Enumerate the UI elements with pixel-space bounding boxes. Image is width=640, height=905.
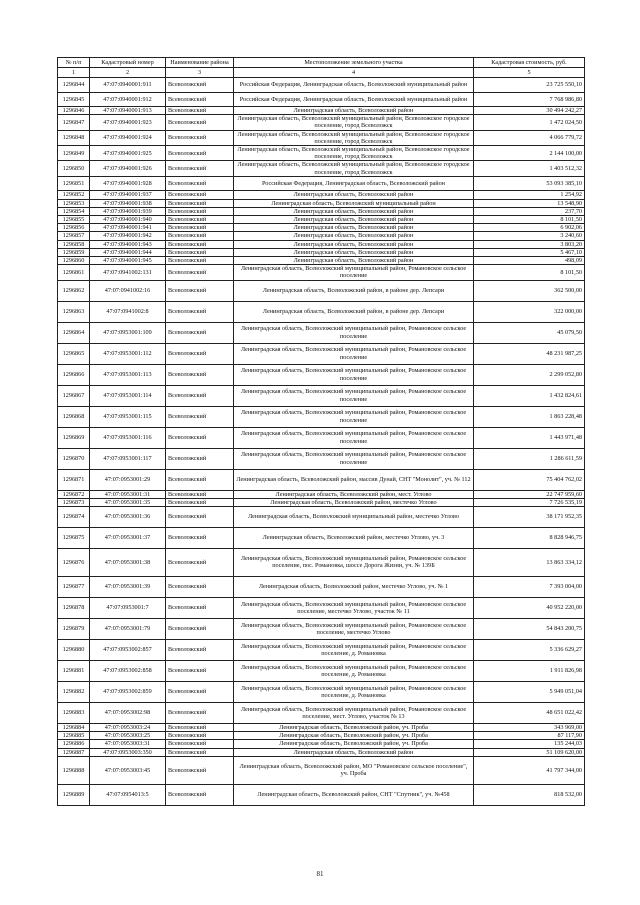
header-cadastral-value: Кадастровая стоимость, руб. [474,58,585,68]
column-number-1: 1 [58,68,90,78]
district-name: Всеволожский [166,469,234,490]
table-row [58,748,585,756]
row-number: 1296846 [58,107,90,115]
table-row [58,448,585,469]
row-number: 1296857 [58,232,90,240]
table-row [58,490,585,498]
cadastral-number: 47:07:0940001:940 [90,215,166,223]
district-name: Всеволожский [166,146,234,161]
cadastral-value: 2 144 100,00 [474,146,585,161]
table-row [58,364,585,385]
table-row [58,618,585,639]
cadastral-number: 47:07:0953001:7 [90,597,166,618]
cadastral-number: 47:07:0940001:944 [90,248,166,256]
table-row [58,527,585,548]
table-row [58,115,585,130]
row-number: 1296861 [58,265,90,280]
location: Ленинградская область, Всеволожский муниципальный район, Романовское сельское поселение, д. Романовка [234,639,474,660]
cadastral-number: 47:07:0953001:112 [90,343,166,364]
row-number: 1296865 [58,343,90,364]
cadastral-number: 47:07:0940001:941 [90,224,166,232]
location: Российская Федерация, Ленинградская область, Всеволожский муниципальный район [234,92,474,107]
cadastral-number: 47:07:0953003:45 [90,756,166,784]
row-number: 1296853 [58,199,90,207]
location: Ленинградская область, Всеволожский район, МО "Романовское сельское поселение", уч. Проба [234,756,474,784]
district-name: Всеволожский [166,265,234,280]
row-number: 1296888 [58,756,90,784]
cadastral-number: 47:07:0953002:859 [90,681,166,702]
cadastral-number: 47:07:0953002:858 [90,660,166,681]
row-number: 1296879 [58,618,90,639]
district-name: Всеволожский [166,115,234,130]
cadastral-value: 13 548,90 [474,199,585,207]
location: Ленинградская область, Всеволожский район, местечко Углово, уч. № 1 [234,576,474,597]
row-number: 1296845 [58,92,90,107]
location: Ленинградская область, Всеволожский район [234,224,474,232]
row-number: 1296884 [58,723,90,731]
row-number: 1296863 [58,301,90,322]
location: Ленинградская область, Всеволожский муниципальный район, Романовское сельское поселение [234,385,474,406]
cadastral-value: 135 244,03 [474,740,585,748]
district-name: Всеволожский [166,176,234,191]
location: Ленинградская область, Всеволожский район, массив Дунай, СНТ "Монолит", уч. № 112 [234,469,474,490]
table-row [58,199,585,207]
district-name: Всеволожский [166,506,234,527]
location: Ленинградская область, Всеволожский район [234,191,474,199]
header-district-name: Наименование района [166,58,234,68]
district-name: Всеволожский [166,756,234,784]
cadastral-number: 47:07:0953001:36 [90,506,166,527]
location: Ленинградская область, Всеволожский муниципальный район, Всеволожское городское поселение, город Всеволожск [234,130,474,145]
location: Российская Федерация, Ленинградская область, Всеволожский муниципальный район [234,78,474,93]
location: Ленинградская область, Всеволожский муниципальный район, Романовское сельское поселение [234,322,474,343]
cadastral-value: 51 109 620,00 [474,748,585,756]
location: Ленинградская область, Всеволожский муниципальный район, Романовское сельское поселение [234,343,474,364]
cadastral-number: 47:07:0940001:942 [90,232,166,240]
table-row [58,232,585,240]
row-number: 1296872 [58,490,90,498]
row-number: 1296876 [58,548,90,576]
table-row [58,92,585,107]
table-row [58,639,585,660]
cadastral-number: 47:07:0940001:943 [90,240,166,248]
location: Ленинградская область, Всеволожский район [234,256,474,264]
row-number: 1296850 [58,161,90,176]
row-number: 1296882 [58,681,90,702]
cadastral-value: 1 443 971,48 [474,427,585,448]
cadastral-number: 47:07:0953001:31 [90,490,166,498]
row-number: 1296859 [58,248,90,256]
table-row [58,740,585,748]
cadastral-number: 47:07:0953001:79 [90,618,166,639]
row-number: 1296869 [58,427,90,448]
table-row [58,406,585,427]
row-number: 1296883 [58,702,90,723]
row-number: 1296851 [58,176,90,191]
cadastral-value: 48 231 987,25 [474,343,585,364]
cadastral-value: 3 803,20 [474,240,585,248]
table-row [58,343,585,364]
cadastral-number: 47:07:0953001:113 [90,364,166,385]
cadastral-value: 38 171 952,35 [474,506,585,527]
row-number: 1296855 [58,215,90,223]
cadastral-value: 498,09 [474,256,585,264]
cadastral-value: 1 432 824,61 [474,385,585,406]
cadastral-number: 47:07:0953001:117 [90,448,166,469]
table-row [58,130,585,145]
district-name: Всеволожский [166,191,234,199]
cadastral-value: 1 472 024,50 [474,115,585,130]
cadastral-value: 3 240,60 [474,232,585,240]
district-name: Всеволожский [166,78,234,93]
cadastral-number: 47:07:0953001:29 [90,469,166,490]
location: Ленинградская область, Всеволожский район [234,240,474,248]
location: Ленинградская область, Всеволожский муниципальный район, Всеволожское городское поселение, город Всеволожск [234,146,474,161]
cadastral-value: 5 949 051,04 [474,681,585,702]
location: Ленинградская область, Всеволожский муниципальный район, Романовское сельское поселение, д. Романовка [234,660,474,681]
district-name: Всеволожский [166,490,234,498]
table-row [58,427,585,448]
location: Ленинградская область, Всеволожский район [234,232,474,240]
table-row [58,732,585,740]
district-name: Всеволожский [166,232,234,240]
cadastral-number: 47:07:0940001:923 [90,115,166,130]
table-row [58,207,585,215]
district-name: Всеволожский [166,130,234,145]
table-row [58,248,585,256]
location: Ленинградская область, Всеволожский муниципальный район, Всеволожское городское поселение, город Всеволожск [234,115,474,130]
row-number: 1296860 [58,256,90,264]
table-row [58,385,585,406]
location: Ленинградская область, Всеволожский муниципальный район, Романовское сельское поселение [234,364,474,385]
location: Ленинградская область, Всеволожский район, местечко Углово, уч. 3 [234,527,474,548]
cadastral-number: 47:07:0953001:39 [90,576,166,597]
cadastral-number: 47:07:0940001:945 [90,256,166,264]
district-name: Всеволожский [166,597,234,618]
header-row [58,58,585,68]
table-row [58,506,585,527]
table-row [58,240,585,248]
district-name: Всеволожский [166,448,234,469]
location: Ленинградская область, Всеволожский муниципальный район, Всеволожское городское поселение, город Всеволожск [234,161,474,176]
district-name: Всеволожский [166,748,234,756]
cadastral-value: 8 101,50 [474,265,585,280]
cadastral-number: 47:07:0953001:38 [90,548,166,576]
row-number: 1296875 [58,527,90,548]
column-number-row [58,68,585,78]
row-number: 1296878 [58,597,90,618]
row-number: 1296866 [58,364,90,385]
cadastral-number: 47:07:0953001:116 [90,427,166,448]
table-row [58,723,585,731]
district-name: Всеволожский [166,322,234,343]
table-row [58,280,585,301]
column-number-2: 2 [90,68,166,78]
row-number: 1296847 [58,115,90,130]
row-number: 1296873 [58,498,90,506]
row-number: 1296886 [58,740,90,748]
row-number: 1296889 [58,784,90,805]
cadastral-value: 343 969,00 [474,723,585,731]
cadastral-value: 7 393 004,00 [474,576,585,597]
row-number: 1296881 [58,660,90,681]
district-name: Всеволожский [166,639,234,660]
district-name: Всеволожский [166,740,234,748]
column-number-5: 5 [474,68,585,78]
location: Ленинградская область, Всеволожский муниципальный район, Романовское сельское поселение, д. Романовка [234,681,474,702]
district-name: Всеволожский [166,161,234,176]
cadastral-value: 1 286 611,59 [474,448,585,469]
district-name: Всеволожский [166,732,234,740]
location: Ленинградская область, Всеволожский район [234,207,474,215]
cadastral-value: 1 254,92 [474,191,585,199]
row-number: 1296887 [58,748,90,756]
cadastral-value: 362 500,00 [474,280,585,301]
cadastral-number: 47:07:0941002:16 [90,280,166,301]
cadastral-number: 47:07:0953001:35 [90,498,166,506]
district-name: Всеволожский [166,784,234,805]
district-name: Всеволожский [166,427,234,448]
location: Ленинградская область, Всеволожский район, местечко Углово [234,498,474,506]
row-number: 1296864 [58,322,90,343]
cadastral-number: 47:07:0953002:857 [90,639,166,660]
table-row [58,597,585,618]
cadastral-value: 7 726 535,19 [474,498,585,506]
district-name: Всеволожский [166,548,234,576]
location: Ленинградская область, Всеволожский муниципальный район, местечко Углово [234,506,474,527]
cadastral-value: 75 404 762,02 [474,469,585,490]
table-row [58,224,585,232]
cadastral-number: 47:07:0953001:109 [90,322,166,343]
table-row [58,215,585,223]
cadastral-value: 48 651 022,42 [474,702,585,723]
district-name: Всеволожский [166,576,234,597]
row-number: 1296856 [58,224,90,232]
table-row [58,146,585,161]
district-name: Всеволожский [166,107,234,115]
cadastral-number: 47:07:0941002:131 [90,265,166,280]
cadastral-value: 23 725 550,10 [474,78,585,93]
cadastral-value: 322 000,00 [474,301,585,322]
table-row [58,256,585,264]
cadastral-value: 8 828 946,75 [474,527,585,548]
location: Ленинградская область, Всеволожский район [234,748,474,756]
cadastral-value: 1 911 826,98 [474,660,585,681]
table-row [58,702,585,723]
cadastral-value: 8 101,50 [474,215,585,223]
district-name: Всеволожский [166,240,234,248]
cadastral-number: 47:07:0940001:937 [90,191,166,199]
location: Ленинградская область, Всеволожский район, уч. Проба [234,740,474,748]
cadastral-value: 5 467,10 [474,248,585,256]
table-row [58,322,585,343]
cadastral-value: 5 336 629,27 [474,639,585,660]
header-number: № п/п [58,58,90,68]
cadastral-number: 47:07:0940001:911 [90,78,166,93]
cadastral-value: 41 797 344,00 [474,756,585,784]
location: Ленинградская область, Всеволожский муниципальный район, Романовское сельское поселение, пос. Романовка, шоссе Дорога Жизни, уч. № 139Б [234,548,474,576]
table-row [58,78,585,93]
cadastral-value: 6 902,06 [474,224,585,232]
cadastral-number: 47:07:0953003:25 [90,732,166,740]
cadastral-number: 47:07:0940001:913 [90,107,166,115]
location: Ленинградская область, Всеволожский район [234,215,474,223]
location: Российская Федерация, Ленинградская область, Всеволожский район [234,176,474,191]
district-name: Всеволожский [166,660,234,681]
row-number: 1296885 [58,732,90,740]
district-name: Всеволожский [166,207,234,215]
district-name: Всеволожский [166,406,234,427]
district-name: Всеволожский [166,343,234,364]
row-number: 1296848 [58,130,90,145]
cadastral-number: 47:07:0940001:926 [90,161,166,176]
row-number: 1296849 [58,146,90,161]
location: Ленинградская область, Всеволожский муниципальный район, Романовское сельское поселение [234,448,474,469]
district-name: Всеволожский [166,385,234,406]
district-name: Всеволожский [166,224,234,232]
district-name: Всеволожский [166,498,234,506]
row-number: 1296852 [58,191,90,199]
row-number: 1296870 [58,448,90,469]
cadastral-value: 30 494 242,27 [474,107,585,115]
table-row [58,107,585,115]
table-row [58,301,585,322]
cadastral-value: 13 863 334,12 [474,548,585,576]
cadastral-number: 47:07:0953003:31 [90,740,166,748]
location: Ленинградская область, Всеволожский район [234,107,474,115]
location: Ленинградская область, Всеволожский муниципальный район, Романовское сельское поселение, местечко Углово [234,618,474,639]
row-number: 1296867 [58,385,90,406]
cadastral-value: 7 768 986,80 [474,92,585,107]
row-number: 1296844 [58,78,90,93]
row-number: 1296871 [58,469,90,490]
cadastral-value: 22 747 959,60 [474,490,585,498]
location: Ленинградская область, Всеволожский муниципальный район, Романовское сельское поселение [234,265,474,280]
cadastral-number: 47:07:0940001:925 [90,146,166,161]
location: Ленинградская область, Всеволожский муниципальный район, Романовское сельское поселение, мест. Углово, участок № 13 [234,702,474,723]
column-number-3: 3 [166,68,234,78]
location: Ленинградская область, Всеволожский муниципальный район [234,199,474,207]
location: Ленинградская область, Всеволожский район, в районе дер. Лепсари [234,301,474,322]
cadastral-number: 47:07:0953001:114 [90,385,166,406]
table-row [58,660,585,681]
location: Ленинградская область, Всеволожский муниципальный район, Романовское сельское поселение [234,427,474,448]
table-row [58,191,585,199]
cadastral-number: 47:07:0953002:98 [90,702,166,723]
table-row [58,548,585,576]
cadastral-number: 47:07:0940001:912 [90,92,166,107]
cadastral-value: 54 843 200,75 [474,618,585,639]
cadastral-number: 47:07:0940001:938 [90,199,166,207]
district-name: Всеволожский [166,301,234,322]
location: Ленинградская область, Всеволожский муниципальный район, Романовское сельское поселение, местечко Углово, участок № 11 [234,597,474,618]
cadastral-value: 237,70 [474,207,585,215]
table-row [58,265,585,280]
table-row [58,576,585,597]
row-number: 1296877 [58,576,90,597]
row-number: 1296854 [58,207,90,215]
header-location: Местоположение земельного участка [234,58,474,68]
table-row [58,681,585,702]
cadastral-value: 40 952 220,00 [474,597,585,618]
row-number: 1296858 [58,240,90,248]
row-number: 1296862 [58,280,90,301]
district-name: Всеволожский [166,256,234,264]
location: Ленинградская область, Всеволожский район, в районе дер. Лепсари [234,280,474,301]
cadastral-value: 87 117,90 [474,732,585,740]
location: Ленинградская область, Всеволожский район, уч. Проба [234,723,474,731]
cadastral-value: 1 863 228,48 [474,406,585,427]
cadastral-number: 47:07:0953003:350 [90,748,166,756]
cadastral-number: 47:07:0953001:115 [90,406,166,427]
location: Ленинградская область, Всеволожский район, СНТ "Спутник", уч. №458 [234,784,474,805]
table-row [58,176,585,191]
district-name: Всеволожский [166,681,234,702]
district-name: Всеволожский [166,364,234,385]
table-row [58,161,585,176]
cadastral-number: 47:07:0940001:924 [90,130,166,145]
cadastral-number: 47:07:0954013:5 [90,784,166,805]
cadastral-value: 53 093 385,10 [474,176,585,191]
table-row [58,469,585,490]
district-name: Всеволожский [166,248,234,256]
table-row [58,784,585,805]
header-cadastral-number: Кадастровый номер [90,58,166,68]
cadastral-number: 47:07:0941002:8 [90,301,166,322]
cadastral-value: 4 066 779,72 [474,130,585,145]
cadastral-value: 2 299 052,80 [474,364,585,385]
table-row [58,756,585,784]
cadastral-value-table [57,57,585,806]
location: Ленинградская область, Всеволожский муниципальный район, Романовское сельское поселение [234,406,474,427]
cadastral-value: 818 532,00 [474,784,585,805]
district-name: Всеволожский [166,702,234,723]
column-number-4: 4 [234,68,474,78]
district-name: Всеволожский [166,215,234,223]
cadastral-number: 47:07:0940001:928 [90,176,166,191]
row-number: 1296874 [58,506,90,527]
district-name: Всеволожский [166,280,234,301]
location: Ленинградская область, Всеволожский район, уч. Проба [234,732,474,740]
page-number: 81 [316,870,324,878]
cadastral-value: 1 403 512,32 [474,161,585,176]
row-number: 1296868 [58,406,90,427]
location: Ленинградская область, Всеволожский район [234,248,474,256]
cadastral-value: 45 079,50 [474,322,585,343]
district-name: Всеволожский [166,527,234,548]
row-number: 1296880 [58,639,90,660]
table-body [58,78,585,806]
district-name: Всеволожский [166,618,234,639]
cadastral-number: 47:07:0940001:939 [90,207,166,215]
table-row [58,498,585,506]
location: Ленинградская область, Всеволожский район, мест. Углово [234,490,474,498]
district-name: Всеволожский [166,199,234,207]
district-name: Всеволожский [166,92,234,107]
cadastral-number: 47:07:0953003:24 [90,723,166,731]
cadastral-number: 47:07:0953001:37 [90,527,166,548]
district-name: Всеволожский [166,723,234,731]
